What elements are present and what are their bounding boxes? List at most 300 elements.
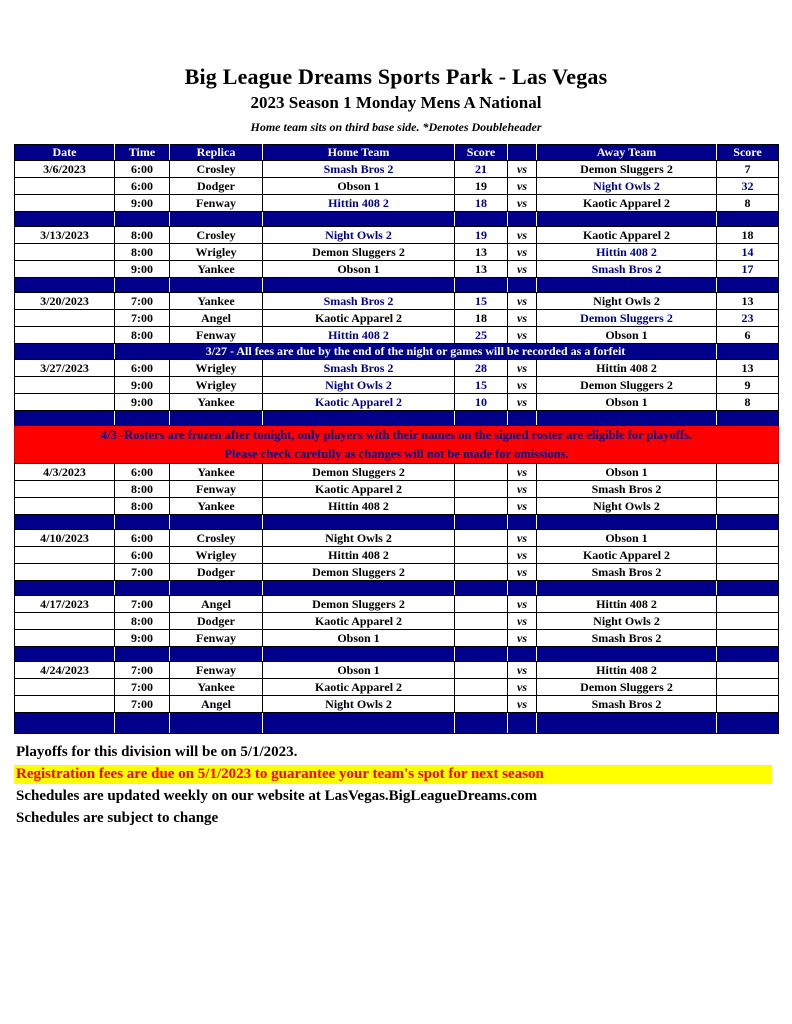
away-team-cell: Demon Sluggers 2 [537,377,717,394]
game-row [15,377,779,394]
replica-cell: Yankee [170,679,263,696]
away-team-cell: Kaotic Apparel 2 [537,195,717,212]
vs-label: vs [508,377,537,394]
vs-label: vs [508,227,537,244]
home-team-cell: Kaotic Apparel 2 [263,481,455,498]
separator-cell [170,212,263,227]
separator-cell [170,713,263,734]
home-team-cell: Demon Sluggers 2 [263,596,455,613]
separator-cell [15,411,115,426]
away-team-cell: Hittin 408 2 [537,596,717,613]
separator-cell [15,581,115,596]
replica-cell: Dodger [170,178,263,195]
away-team-cell: Obson 1 [537,464,717,481]
game-row [15,178,779,195]
separator-cell [15,212,115,227]
separator-cell [717,278,779,293]
home-team-cell: Night Owls 2 [263,227,455,244]
away-team-cell: Demon Sluggers 2 [537,310,717,327]
vs-label: vs [508,293,537,310]
away-team-cell: Night Owls 2 [537,498,717,515]
home-team-cell: Obson 1 [263,630,455,647]
date-cell [15,547,115,564]
date-cell: 4/3/2023 [15,464,115,481]
separator-cell [717,411,779,426]
registration-fees-note: Registration fees are due on 5/1/2023 to guarantee your team's spot for next season [14,765,772,784]
game-row [15,244,779,261]
home-score-cell: 25 [455,327,508,344]
separator-cell [170,278,263,293]
website-note: Schedules are updated weekly on our website at LasVegas.BigLeagueDreams.com [16,788,538,804]
replica-cell: Angel [170,310,263,327]
subject-to-change-note: Schedules are subject to change [16,810,219,826]
away-team-cell: Demon Sluggers 2 [537,161,717,178]
home-team-cell: Hittin 408 2 [263,547,455,564]
date-cell [15,195,115,212]
away-team-cell: Smash Bros 2 [537,564,717,581]
home-team-cell: Hittin 408 2 [263,195,455,212]
home-team-cell: Kaotic Apparel 2 [263,613,455,630]
separator-cell [115,515,170,530]
separator-cell [717,212,779,227]
date-cell [15,564,115,581]
away-team-cell: Smash Bros 2 [537,630,717,647]
away-score-cell: 7 [717,161,779,178]
date-cell: 4/17/2023 [15,596,115,613]
roster-freeze-notice-row [15,426,779,464]
date-cell [15,679,115,696]
replica-cell: Fenway [170,662,263,679]
time-cell: 7:00 [115,662,170,679]
separator-cell [508,515,537,530]
home-score-cell: 18 [455,195,508,212]
away-team-cell: Obson 1 [537,327,717,344]
column-header-date: Date [15,145,115,161]
vs-label: vs [508,310,537,327]
playoffs-note: Playoffs for this division will be on 5/1/2023. [16,744,298,760]
home-score-cell [455,498,508,515]
vs-label: vs [508,630,537,647]
home-team-cell: Obson 1 [263,178,455,195]
roster-freeze-notice-line: Please check carefully as changes will not be made for omissions. [224,446,569,461]
game-row [15,696,779,713]
time-cell: 7:00 [115,696,170,713]
home-team-cell: Hittin 408 2 [263,327,455,344]
separator-cell [537,713,717,734]
column-header-vs-spacer [508,145,537,161]
date-cell: 4/24/2023 [15,662,115,679]
vs-label: vs [508,481,537,498]
home-score-cell: 19 [455,227,508,244]
away-score-cell [717,530,779,547]
separator-cell [537,515,717,530]
replica-cell: Wrigley [170,360,263,377]
date-cell: 3/13/2023 [15,227,115,244]
replica-cell: Dodger [170,613,263,630]
separator-cell [717,515,779,530]
date-cell [15,327,115,344]
separator-cell [263,581,455,596]
fees-due-notice-text: 3/27 - All fees are due by the end of the night or games will be recorded as a forfeit [115,344,717,360]
column-header-home-team: Home Team [263,145,455,161]
game-row [15,630,779,647]
time-cell: 8:00 [115,481,170,498]
away-team-cell: Night Owls 2 [537,293,717,310]
home-team-cell: Demon Sluggers 2 [263,464,455,481]
replica-cell: Fenway [170,195,263,212]
home-score-cell: 15 [455,377,508,394]
game-row [15,161,779,178]
home-score-cell [455,696,508,713]
game-row [15,310,779,327]
separator-cell [115,713,170,734]
separator-cell [717,647,779,662]
away-score-cell: 13 [717,360,779,377]
vs-label: vs [508,195,537,212]
separator-cell [115,278,170,293]
away-team-cell: Demon Sluggers 2 [537,679,717,696]
game-row [15,679,779,696]
column-header-score: Score [717,145,779,161]
home-team-cell: Kaotic Apparel 2 [263,394,455,411]
home-score-cell: 15 [455,293,508,310]
separator-row [15,278,779,293]
vs-label: vs [508,498,537,515]
separator-row [15,411,779,426]
replica-cell: Fenway [170,327,263,344]
home-team-cell: Night Owls 2 [263,530,455,547]
separator-cell [115,581,170,596]
date-cell: 3/27/2023 [15,360,115,377]
schedule-table [14,144,779,734]
home-team-cell: Obson 1 [263,261,455,278]
schedule-table-head [15,145,779,161]
time-cell: 6:00 [115,161,170,178]
separator-cell [455,581,508,596]
vs-label: vs [508,662,537,679]
replica-cell: Yankee [170,464,263,481]
date-cell [15,696,115,713]
away-team-cell: Night Owls 2 [537,178,717,195]
separator-cell [455,515,508,530]
vs-label: vs [508,613,537,630]
time-cell: 9:00 [115,630,170,647]
away-team-cell: Smash Bros 2 [537,481,717,498]
game-row [15,596,779,613]
separator-cell [263,411,455,426]
home-team-cell: Kaotic Apparel 2 [263,679,455,696]
home-score-cell [455,679,508,696]
date-cell [15,498,115,515]
vs-label: vs [508,360,537,377]
away-team-cell: Hittin 408 2 [537,244,717,261]
roster-freeze-notice-text [15,426,779,464]
separator-cell [508,647,537,662]
home-score-cell: 13 [455,244,508,261]
date-cell [15,310,115,327]
time-cell: 8:00 [115,498,170,515]
page-title: Big League Dreams Sports Park - Las Vegas [184,64,608,89]
separator-cell [508,581,537,596]
separator-cell [455,212,508,227]
separator-cell [537,581,717,596]
schedule-table-body [15,161,779,734]
away-score-cell [717,696,779,713]
replica-cell: Dodger [170,564,263,581]
date-cell: 4/10/2023 [15,530,115,547]
notice-edge-cell [717,344,779,360]
time-cell: 8:00 [115,244,170,261]
separator-row [15,212,779,227]
vs-label: vs [508,394,537,411]
vs-label: vs [508,244,537,261]
replica-cell: Crosley [170,530,263,547]
separator-cell [170,515,263,530]
separator-cell [170,581,263,596]
date-cell: 3/6/2023 [15,161,115,178]
vs-label: vs [508,161,537,178]
game-row [15,662,779,679]
vs-label: vs [508,327,537,344]
fees-due-notice-row [15,344,779,360]
away-team-cell: Hittin 408 2 [537,662,717,679]
game-row [15,394,779,411]
separator-cell [508,713,537,734]
game-row [15,613,779,630]
replica-cell: Wrigley [170,547,263,564]
home-score-cell [455,547,508,564]
away-score-cell: 23 [717,310,779,327]
away-score-cell [717,613,779,630]
replica-cell: Wrigley [170,244,263,261]
date-cell [15,178,115,195]
time-cell: 7:00 [115,596,170,613]
vs-label: vs [508,530,537,547]
vs-label: vs [508,679,537,696]
home-score-cell [455,662,508,679]
away-score-cell [717,564,779,581]
away-team-cell: Obson 1 [537,530,717,547]
home-team-cell: Obson 1 [263,662,455,679]
vs-label: vs [508,547,537,564]
game-row [15,464,779,481]
separator-cell [537,647,717,662]
separator-cell [455,713,508,734]
separator-cell [717,581,779,596]
separator-cell [263,212,455,227]
home-score-cell: 18 [455,310,508,327]
column-header-replica: Replica [170,145,263,161]
time-cell: 9:00 [115,394,170,411]
separator-cell [170,411,263,426]
date-cell: 3/20/2023 [15,293,115,310]
date-cell [15,377,115,394]
home-score-cell: 21 [455,161,508,178]
away-score-cell [717,547,779,564]
away-score-cell: 9 [717,377,779,394]
header-row [15,145,779,161]
separator-cell [263,647,455,662]
away-score-cell: 18 [717,227,779,244]
column-header-away-team: Away Team [537,145,717,161]
home-score-cell [455,464,508,481]
separator-cell [508,212,537,227]
away-score-cell: 13 [717,293,779,310]
separator-cell [15,278,115,293]
date-cell [15,261,115,278]
separator-cell [455,647,508,662]
game-row [15,481,779,498]
away-team-cell: Smash Bros 2 [537,696,717,713]
separator-row [15,515,779,530]
replica-cell: Fenway [170,481,263,498]
notice-edge-cell [15,344,115,360]
away-score-cell [717,498,779,515]
game-row [15,195,779,212]
column-header-score: Score [455,145,508,161]
home-score-cell [455,481,508,498]
time-cell: 9:00 [115,377,170,394]
date-cell [15,481,115,498]
replica-cell: Yankee [170,293,263,310]
home-team-cell: Smash Bros 2 [263,161,455,178]
away-score-cell: 32 [717,178,779,195]
time-cell: 7:00 [115,293,170,310]
away-team-cell: Kaotic Apparel 2 [537,227,717,244]
replica-cell: Wrigley [170,377,263,394]
home-team-cell: Night Owls 2 [263,377,455,394]
replica-cell: Yankee [170,261,263,278]
vs-label: vs [508,464,537,481]
separator-cell [263,515,455,530]
home-score-cell [455,564,508,581]
home-team-cell: Demon Sluggers 2 [263,244,455,261]
home-score-cell: 10 [455,394,508,411]
time-cell: 7:00 [115,679,170,696]
date-cell [15,630,115,647]
game-row [15,261,779,278]
away-score-cell [717,662,779,679]
date-cell [15,613,115,630]
separator-cell [170,647,263,662]
away-team-cell: Smash Bros 2 [537,261,717,278]
date-cell [15,244,115,261]
separator-cell [263,278,455,293]
game-row [15,530,779,547]
home-score-cell [455,613,508,630]
separator-cell [455,278,508,293]
away-score-cell: 14 [717,244,779,261]
home-team-cell: Hittin 408 2 [263,498,455,515]
away-team-cell: Night Owls 2 [537,613,717,630]
game-row [15,293,779,310]
away-score-cell [717,630,779,647]
date-cell [15,394,115,411]
home-score-cell: 19 [455,178,508,195]
separator-cell [115,647,170,662]
time-cell: 9:00 [115,261,170,278]
time-cell: 9:00 [115,195,170,212]
time-cell: 7:00 [115,564,170,581]
away-score-cell: 6 [717,327,779,344]
time-cell: 7:00 [115,310,170,327]
roster-freeze-notice-line: 4/3 -Rosters are frozen after tonight, only players with their names on the signed roster are eligible for playoffs. [100,428,693,443]
replica-cell: Yankee [170,394,263,411]
time-cell: 6:00 [115,464,170,481]
separator-cell [455,411,508,426]
away-score-cell [717,679,779,696]
separator-row [15,647,779,662]
replica-cell: Crosley [170,161,263,178]
away-team-cell: Kaotic Apparel 2 [537,547,717,564]
separator-cell [537,278,717,293]
game-row [15,498,779,515]
vs-label: vs [508,596,537,613]
away-score-cell: 17 [717,261,779,278]
home-team-cell: Smash Bros 2 [263,360,455,377]
game-row [15,227,779,244]
replica-cell: Angel [170,596,263,613]
home-score-cell [455,530,508,547]
time-cell: 6:00 [115,178,170,195]
separator-cell [115,212,170,227]
separator-cell [15,713,115,734]
column-header-time: Time [115,145,170,161]
replica-cell: Crosley [170,227,263,244]
separator-cell [263,713,455,734]
separator-cell [15,647,115,662]
away-score-cell [717,596,779,613]
vs-label: vs [508,696,537,713]
vs-label: vs [508,564,537,581]
separator-cell [717,713,779,734]
home-team-cell: Night Owls 2 [263,696,455,713]
separator-cell [537,212,717,227]
home-score-cell: 13 [455,261,508,278]
separator-cell [115,411,170,426]
away-score-cell [717,464,779,481]
game-row [15,547,779,564]
replica-cell: Fenway [170,630,263,647]
time-cell: 8:00 [115,613,170,630]
time-cell: 6:00 [115,360,170,377]
home-team-cell: Demon Sluggers 2 [263,564,455,581]
footer-notes [14,743,772,828]
away-score-cell: 8 [717,394,779,411]
replica-cell: Yankee [170,498,263,515]
game-row [15,360,779,377]
home-score-cell [455,630,508,647]
separator-cell [508,278,537,293]
separator-row [15,713,779,734]
separator-row [15,581,779,596]
home-score-cell: 28 [455,360,508,377]
away-score-cell [717,481,779,498]
time-cell: 8:00 [115,227,170,244]
vs-label: vs [508,178,537,195]
home-score-cell [455,596,508,613]
home-team-cell: Kaotic Apparel 2 [263,310,455,327]
away-team-cell: Obson 1 [537,394,717,411]
separator-cell [15,515,115,530]
replica-cell: Angel [170,696,263,713]
time-cell: 6:00 [115,547,170,564]
home-team-cell: Smash Bros 2 [263,293,455,310]
away-team-cell: Hittin 408 2 [537,360,717,377]
page-subtitle: 2023 Season 1 Monday Mens A National [250,93,542,112]
game-row [15,327,779,344]
separator-cell [508,411,537,426]
